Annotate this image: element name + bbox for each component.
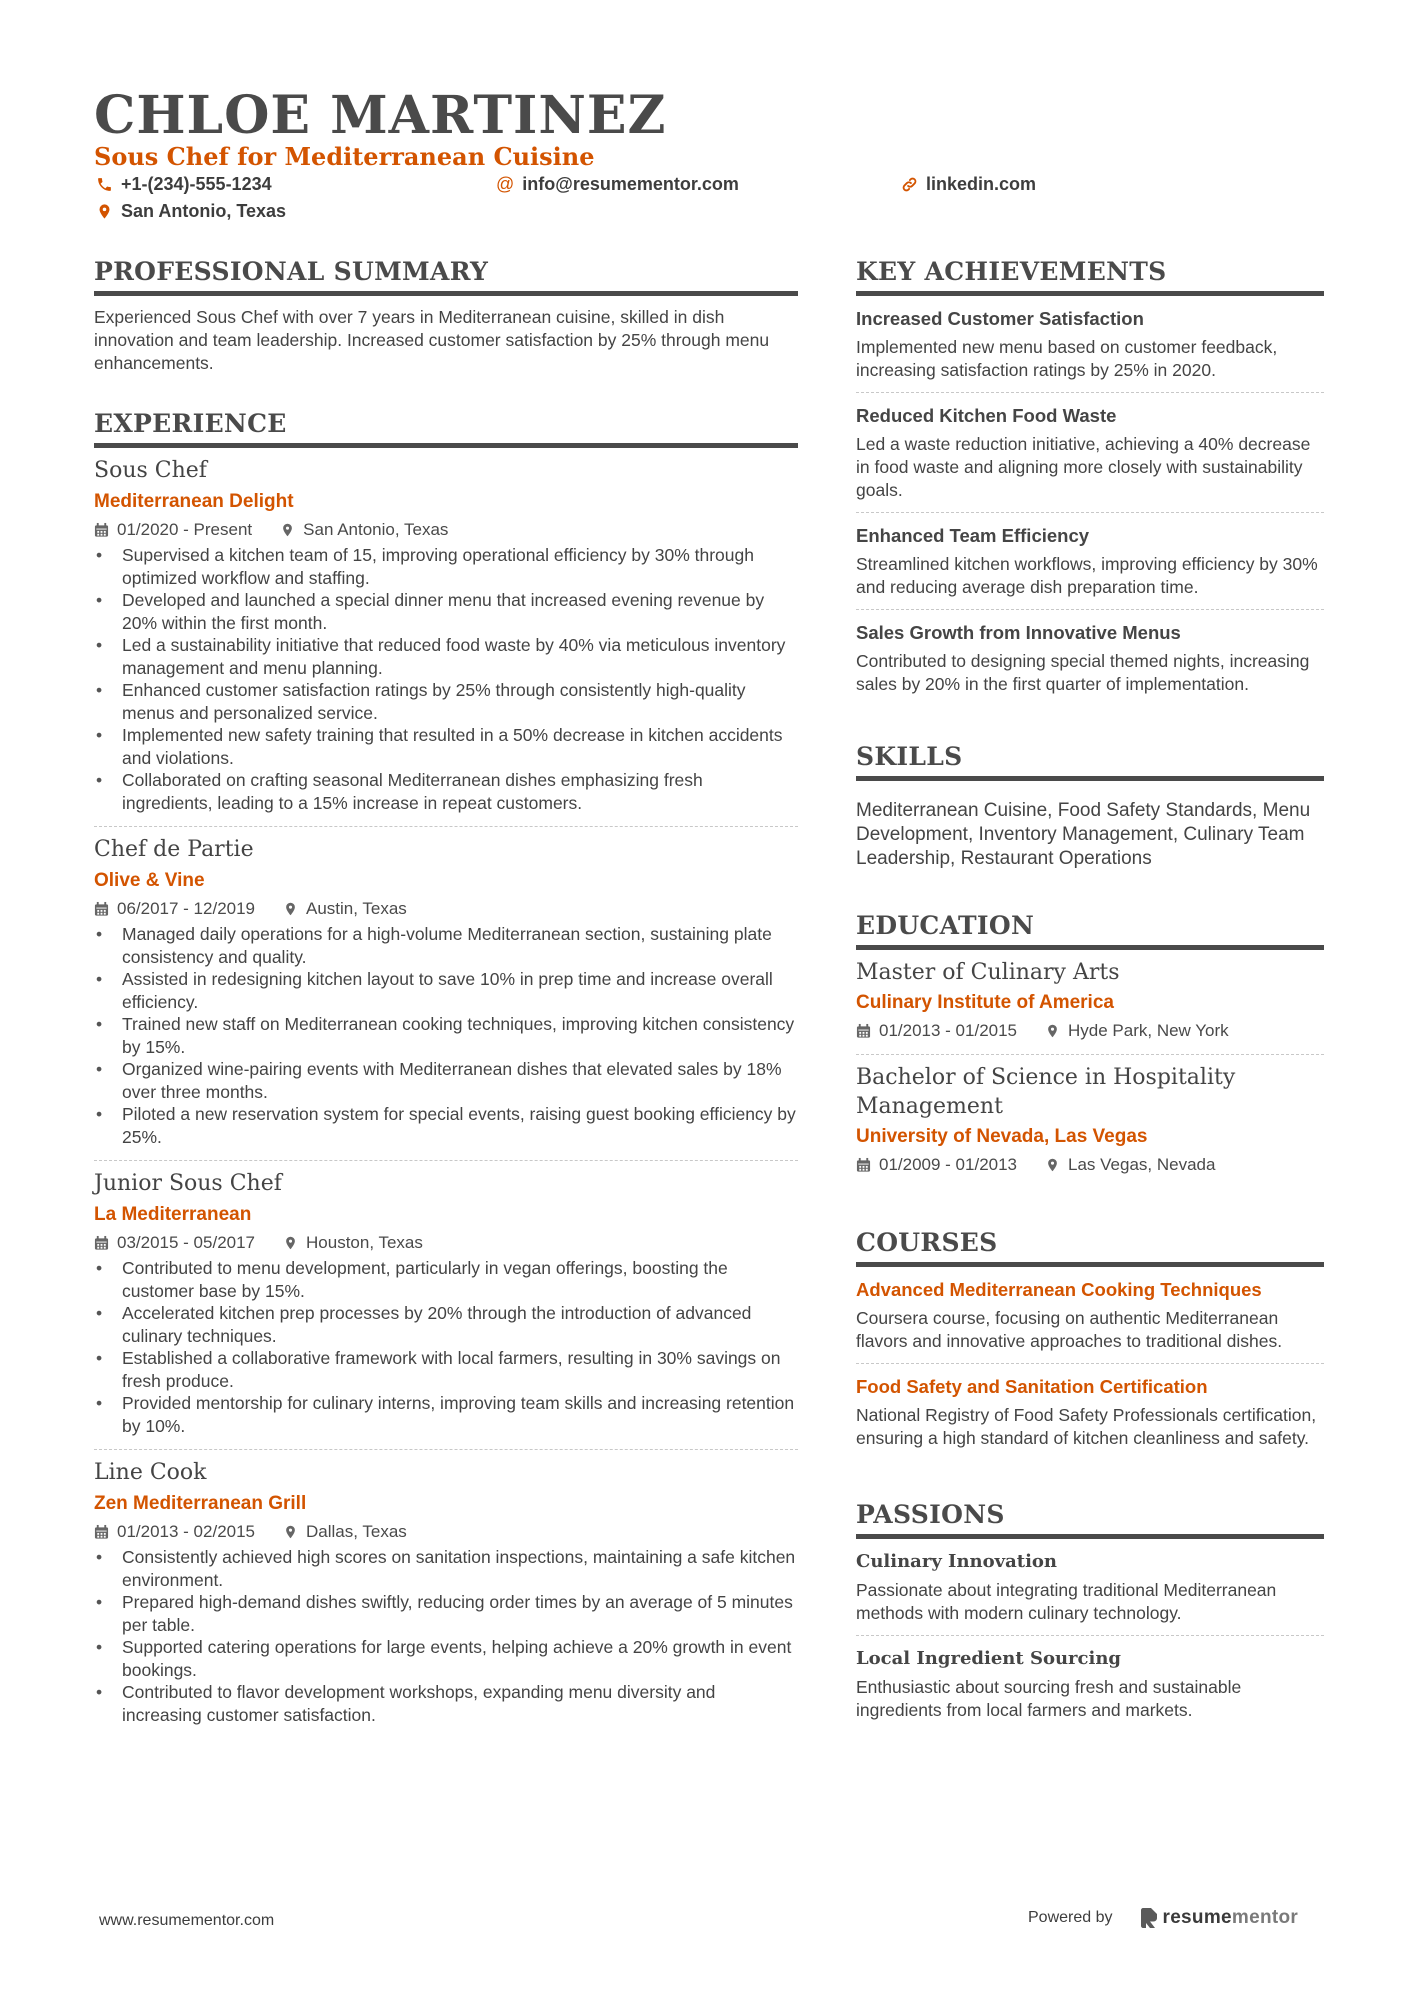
education-meta: [856, 1019, 1324, 1043]
achievement-text: Streamlined kitchen workflows, improving efficiency by 30% and reducing average dish preparation time.: [856, 554, 1318, 597]
contact-location: [96, 199, 286, 223]
achievement-title: Enhanced Team Efficiency: [856, 525, 1090, 546]
passions-heading: PASSIONS: [856, 1498, 1324, 1539]
candidate-title: Sous Chef for Mediterranean Cuisine: [94, 142, 595, 171]
link-icon: [901, 176, 918, 193]
passions-section: [856, 1498, 1324, 1732]
skills-heading: SKILLS: [856, 740, 1324, 781]
job-dates: 06/2017 - 12/2019: [117, 899, 256, 918]
job-bullet: • Provided mentorship for culinary interns, improving team skills and increasing retention by 10%.: [94, 1392, 798, 1437]
calendar-icon: [856, 1023, 871, 1039]
achievement-item: [856, 296, 1324, 393]
left-column: [94, 255, 798, 1776]
calendar-icon: [94, 1235, 109, 1251]
achievement-title: Sales Growth from Innovative Menus: [856, 622, 1181, 643]
job-location: San Antonio, Texas: [303, 520, 449, 539]
job-bullet: • Prepared high-demand dishes swiftly, reducing order times by an average of 5 minutes per table.: [94, 1591, 798, 1636]
education-item: [856, 950, 1324, 1055]
job-bullet: • Supported catering operations for large events, helping achieve a 20% growth in event bookings.: [94, 1636, 798, 1681]
job-title: Line Cook: [94, 1460, 207, 1485]
skills-section: [856, 740, 1324, 871]
experience-heading: EXPERIENCE: [94, 407, 798, 448]
job-company: Zen Mediterranean Grill: [94, 1493, 307, 1514]
achievement-text: Implemented new menu based on customer feedback, increasing satisfaction ratings by 25% in 2020.: [856, 337, 1278, 380]
achievement-item: [856, 513, 1324, 610]
job-location: Dallas, Texas: [306, 1522, 407, 1541]
at-icon: @: [496, 174, 515, 194]
summary-heading: PROFESSIONAL SUMMARY: [94, 255, 798, 296]
footer-url[interactable]: www.resumementor.com: [99, 1912, 275, 1929]
achievements-section: [856, 255, 1324, 706]
summary-text: Experienced Sous Chef with over 7 years in Mediterranean cuisine, skilled in dish innovation and team leadership. Increased customer satisfaction by 25% through menu enhancements.: [94, 307, 770, 373]
powered-by: [1028, 1907, 1298, 1929]
candidate-name: CHLOE MARTINEZ: [94, 85, 667, 146]
experience-list: [94, 448, 798, 1738]
job-bullet: • Piloted a new reservation system for special events, raising guest booking efficiency by 25%.: [94, 1103, 798, 1148]
passion-text: Enthusiastic about sourcing fresh and sustainable ingredients from local farmers and markets.: [856, 1677, 1242, 1720]
courses-heading: COURSES: [856, 1226, 1324, 1267]
skills-text: Mediterranean Cuisine, Food Safety Standards, Menu Development, Inventory Management, Culinary Team Leadership, Restaurant Operations: [856, 800, 1311, 869]
achievements-heading: KEY ACHIEVEMENTS: [856, 255, 1324, 296]
location-pin-icon: [1045, 1157, 1060, 1173]
job-dates: 01/2020 - Present: [117, 520, 253, 539]
course-title: Food Safety and Sanitation Certification: [856, 1376, 1208, 1397]
job-meta: [94, 1231, 798, 1255]
location-pin-icon: [280, 522, 295, 538]
job-entry: [94, 448, 798, 827]
brand-name-bold: resume: [1162, 1907, 1232, 1928]
job-bullet: • Implemented new safety training that resulted in a 50% decrease in kitchen accidents and violations.: [94, 724, 798, 769]
powered-by-text: Powered by: [1028, 1909, 1113, 1926]
education-school: Culinary Institute of America: [856, 992, 1114, 1013]
job-entry: [94, 1450, 798, 1738]
job-entry: [94, 1161, 798, 1450]
passion-item: [856, 1636, 1324, 1732]
job-bullets: [94, 1546, 798, 1726]
job-dates: 01/2013 - 02/2015: [117, 1522, 256, 1541]
job-bullets: [94, 544, 798, 814]
job-bullets: [94, 1257, 798, 1437]
location-text: San Antonio, Texas: [121, 201, 287, 221]
brand-logo[interactable]: [1141, 1907, 1299, 1929]
achievement-item: [856, 610, 1324, 706]
job-company: Mediterranean Delight: [94, 491, 294, 512]
passion-item: [856, 1539, 1324, 1636]
education-dates: 01/2009 - 01/2013: [879, 1155, 1018, 1174]
achievement-text: Led a waste reduction initiative, achieving a 40% decrease in food waste and aligning more closely with sustainability goals.: [856, 434, 1311, 500]
phone-text: +1-(234)-555-1234: [121, 174, 272, 194]
job-bullet: • Developed and launched a special dinner menu that increased evening revenue by 20% within the first month.: [94, 589, 798, 634]
right-column: [856, 255, 1324, 1770]
calendar-icon: [856, 1157, 871, 1173]
job-meta: [94, 1520, 798, 1544]
course-text: Coursera course, focusing on authentic Mediterranean flavors and innovative approaches to traditional dishes.: [856, 1308, 1283, 1351]
job-bullet: • Collaborated on crafting seasonal Mediterranean dishes emphasizing fresh ingredients, leading to a 15% increase in repeat customers.: [94, 769, 798, 814]
passion-title: Culinary Innovation: [856, 1551, 1058, 1572]
course-title: Advanced Mediterranean Cooking Techniques: [856, 1279, 1262, 1300]
email-text[interactable]: info@resumementor.com: [522, 174, 739, 194]
passion-title: Local Ingredient Sourcing: [856, 1648, 1122, 1669]
education-dates: 01/2013 - 01/2015: [879, 1021, 1018, 1040]
summary-section: [94, 255, 798, 375]
location-pin-icon: [96, 203, 113, 220]
job-bullet: • Enhanced customer satisfaction ratings by 25% through consistently high-quality menus and personalized service.: [94, 679, 798, 724]
phone-icon: [96, 176, 113, 193]
job-bullet: • Led a sustainability initiative that reduced food waste by 40% via meticulous inventory management and menu planning.: [94, 634, 798, 679]
location-pin-icon: [283, 1524, 298, 1540]
calendar-icon: [94, 1524, 109, 1540]
achievement-title: Increased Customer Satisfaction: [856, 308, 1144, 329]
education-degree: Bachelor of Science in Hospitality Management: [856, 1065, 1236, 1119]
job-bullet: • Established a collaborative framework with local farmers, resulting in 30% savings on fresh produce.: [94, 1347, 798, 1392]
job-bullet: • Trained new staff on Mediterranean cooking techniques, improving kitchen consistency by 15%.: [94, 1013, 798, 1058]
achievement-text: Contributed to designing special themed nights, increasing sales by 20% in the first quarter of implementation.: [856, 651, 1310, 694]
job-bullet: • Supervised a kitchen team of 15, improving operational efficiency by 30% through optimized workflow and staffing.: [94, 544, 798, 589]
job-meta: [94, 897, 798, 921]
education-location: Las Vegas, Nevada: [1068, 1155, 1216, 1174]
job-bullet: • Contributed to menu development, particularly in vegan offerings, boosting the customer base by 15%.: [94, 1257, 798, 1302]
course-item: [856, 1364, 1324, 1460]
education-section: [856, 909, 1324, 1188]
job-title: Chef de Partie: [94, 837, 254, 862]
job-location: Austin, Texas: [306, 899, 407, 918]
job-bullet: • Consistently achieved high scores on sanitation inspections, maintaining a safe kitchen environment.: [94, 1546, 798, 1591]
location-pin-icon: [283, 901, 298, 917]
job-bullets: [94, 923, 798, 1148]
link-text[interactable]: linkedin.com: [926, 174, 1037, 194]
location-pin-icon: [1045, 1023, 1060, 1039]
location-pin-icon: [283, 1235, 298, 1251]
passion-text: Passionate about integrating traditional Mediterranean methods with modern culinary technology.: [856, 1580, 1277, 1623]
job-bullet: • Organized wine-pairing events with Mediterranean dishes that elevated sales by 18% over three months.: [94, 1058, 798, 1103]
job-company: La Mediterranean: [94, 1204, 252, 1225]
contact-email[interactable]: [496, 172, 739, 196]
job-entry: [94, 827, 798, 1161]
calendar-icon: [94, 901, 109, 917]
education-heading: EDUCATION: [856, 909, 1324, 950]
calendar-icon: [94, 522, 109, 538]
achievement-item: [856, 393, 1324, 513]
job-company: Olive & Vine: [94, 870, 205, 891]
education-meta: [856, 1153, 1324, 1177]
job-bullet: • Assisted in redesigning kitchen layout to save 10% in prep time and increase overall efficiency.: [94, 968, 798, 1013]
job-bullet: • Managed daily operations for a high-volume Mediterranean section, sustaining plate consistency and quality.: [94, 923, 798, 968]
education-degree: Master of Culinary Arts: [856, 960, 1120, 985]
brand-name-light: mentor: [1231, 1907, 1299, 1928]
achievement-title: Reduced Kitchen Food Waste: [856, 405, 1117, 426]
contact-link[interactable]: [901, 172, 1036, 196]
experience-section: [94, 407, 798, 1738]
job-location: Houston, Texas: [306, 1233, 423, 1252]
job-dates: 03/2015 - 05/2017: [117, 1233, 256, 1252]
education-school: University of Nevada, Las Vegas: [856, 1126, 1148, 1147]
job-title: Sous Chef: [94, 458, 207, 483]
job-bullet: • Accelerated kitchen prep processes by 20% through the introduction of advanced culinary techniques.: [94, 1302, 798, 1347]
education-item: [856, 1055, 1324, 1188]
contact-phone: [96, 172, 272, 196]
course-item: [856, 1267, 1324, 1364]
courses-section: [856, 1226, 1324, 1460]
job-title: Junior Sous Chef: [94, 1171, 282, 1196]
job-bullet: • Contributed to flavor development workshops, expanding menu diversity and increasing customer satisfaction.: [94, 1681, 798, 1726]
course-text: National Registry of Food Safety Professionals certification, ensuring a high standard of kitchen cleanliness and safety.: [856, 1405, 1317, 1448]
resumementor-logo-icon: [1141, 1908, 1157, 1928]
education-location: Hyde Park, New York: [1068, 1021, 1229, 1040]
job-meta: [94, 518, 798, 542]
